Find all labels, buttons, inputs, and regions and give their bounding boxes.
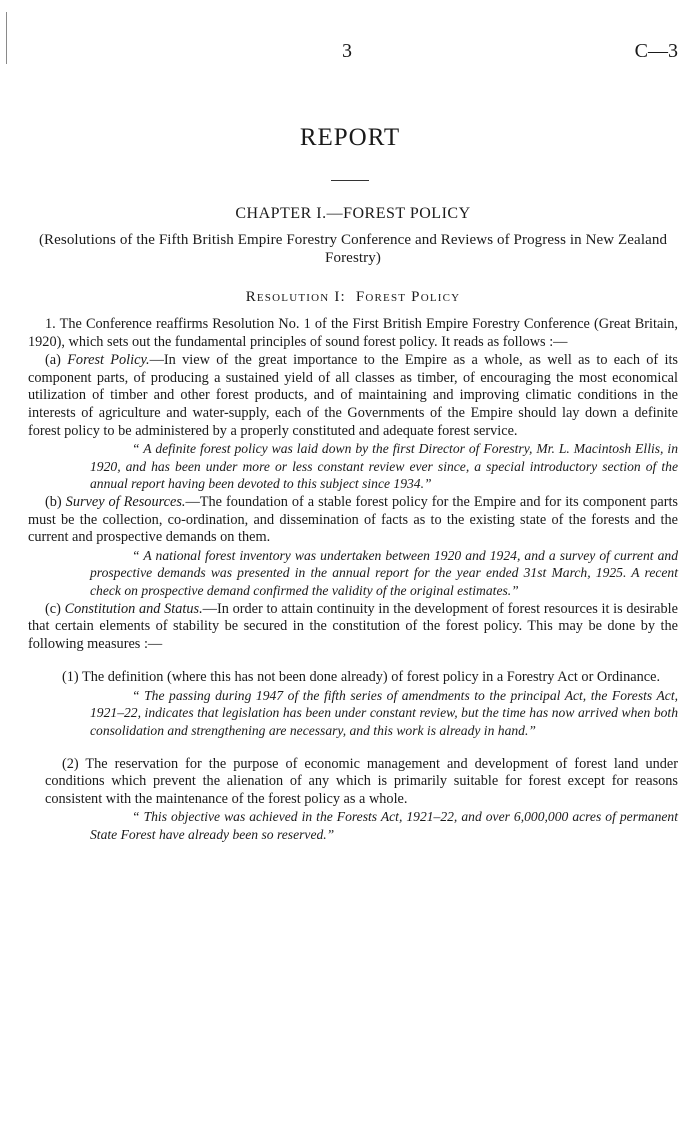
page-reference: C—3: [634, 40, 678, 62]
paragraph-b: [28, 494, 678, 547]
measure-1-quote: “ The passing during 1947 of the fifth series of amendments to the principal Act, the Forests Act, 1921–22, indicates that legislation has been under constant review, but the time has now arrived when both consolidation and strengthening are necessary, and this work is already in hand.”: [90, 687, 678, 739]
paragraph-b-label: (b): [45, 493, 62, 510]
quote-b: “ A national forest inventory was undertaken between 1920 and 1924, and a survey of current and prospective demands was presented in the annual report for the year ended 31st March, 1925. A recent check on prospective demand confirmed the validity of the original estimates.”: [90, 547, 678, 598]
paragraph-a-label: (a): [45, 352, 61, 369]
paragraph-c-text: —In order to attain continuity in the development of forest resources it is desirable that certain elements of stability be secured in the constitution of the forest policy. This may be done by the following measures :—: [28, 600, 678, 652]
report-title: REPORT: [299, 124, 401, 151]
scan-edge-mark: [6, 12, 7, 64]
chapter-heading: CHAPTER I.—FOREST POLICY: [235, 205, 471, 222]
paragraph-a-heading: Forest Policy.: [67, 352, 150, 369]
paragraph-b-heading: Survey of Resources.: [65, 493, 186, 510]
paragraph-a-text: —In view of the great importance to the Empire as a whole, as well as to each of its component parts, of producing a sustained yield of all classes as timber, of encouraging the most economical utilization of timber and other forest products, and of maintaining and improving climatic conditions in the interests of agriculture and water-supply, each of the Governments of the Empire should lay down a definite forest policy to be administered by a properly constituted and adequate forest service.: [28, 352, 678, 439]
resolution-heading: [28, 289, 678, 306]
page-number: 3: [342, 40, 352, 62]
paragraph-1: 1. The Conference reaffirms Resolution No. 1 of the First British Empire Forestry Conference (Great Britain, 1920), which sets out the fundamental principles of sound forest policy. It reads as follows :—: [28, 316, 678, 350]
measure-2: (2) The reservation for the purpose of economic management and development of forest land under conditions which prevent the alienation of any which is primarily suitable for forest except for reasons consistent with the maintenance of the forest policy as a whole.: [45, 755, 678, 807]
paragraph-a: [28, 352, 678, 440]
body-text: [28, 205, 678, 844]
chapter-subtitle: (Resolutions of the Fifth British Empire Forestry Conference and Reviews of Progress in New Zealand Forestry): [38, 232, 668, 266]
paragraph-b-text: —The foundation of a stable forest policy for the Empire and for its component parts must be the collection, co-ordination, and dissemination of facts as to the existing state of the forests and the current and prospective demands on them.: [28, 493, 678, 546]
paragraph-c-label: (c): [45, 600, 61, 617]
quote-a: “ A definite forest policy was laid down by the first Director of Forestry, Mr. L. Macintosh Ellis, in 1920, and has been under more or less constant review ever since, a special introductory section of the annual report having been devoted to this subject since 1934.”: [90, 441, 678, 492]
paragraph-c: [28, 601, 678, 654]
paragraph-c-heading: Constitution and Status.: [64, 600, 203, 617]
resolution-suffix: Forest Policy: [355, 289, 461, 305]
measure-2-quote: “ This objective was achieved in the Forests Act, 1921–22, and over 6,000,000 acres of permanent State Forest have already been so reserved.”: [90, 809, 678, 843]
measure-1: (1) The definition (where this has not been done already) of forest policy in a Forestry Act or Ordinance.: [62, 669, 661, 686]
resolution-prefix: Resolution I:: [245, 289, 346, 305]
title-rule: [331, 180, 369, 181]
